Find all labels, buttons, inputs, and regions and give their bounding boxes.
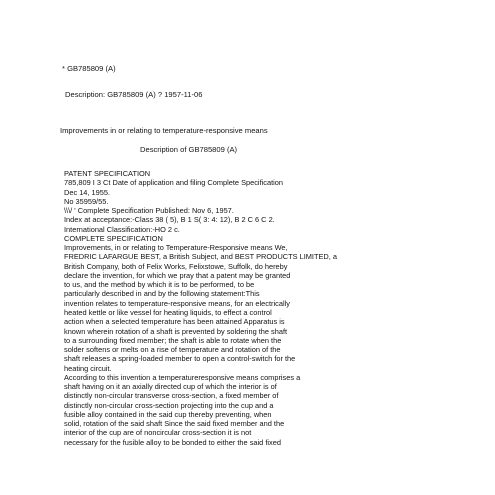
- text-line: COMPLETE SPECIFICATION: [64, 233, 163, 243]
- text-line: 785,809 I 3 Ct Date of application and filing Complete Specification: [64, 178, 283, 188]
- text-line: heating circuit.: [64, 363, 112, 373]
- text-line: declare the invention, for which we pray that a patent may be granted: [64, 270, 291, 280]
- text-line: heated kettle or like vessel for heating liquids, to effect a control: [64, 307, 272, 317]
- description-subheader: Description of GB785809 (A): [140, 145, 238, 154]
- text-line: Improvements, in or relating to Temperature-Responsive means We,: [64, 243, 288, 253]
- text-line: FREDRIC LAFARGUE BEST, a British Subject, and BEST PRODUCTS LIMITED, a: [64, 252, 337, 262]
- document-title: Improvements in or relating to temperature-responsive means: [60, 126, 268, 135]
- text-line: solder softens or melts on a rise of temperature and rotation of the: [64, 345, 281, 355]
- text-line: British Company, both of Felix Works, Felixstowe, Suffolk, do hereby: [64, 261, 288, 271]
- document-id: * GB785809 (A): [62, 64, 116, 73]
- description-header: Description: GB785809 (A) ? 1957-11-06: [65, 90, 203, 99]
- specification-body: [64, 169, 404, 447]
- text-line: shaft releases a spring-loaded member to open a control-switch for the: [64, 354, 296, 364]
- text-line: \\\/ ' Complete Specification Published: Nov 6, 1957.: [64, 206, 234, 216]
- text-line: action when a selected temperature has been attained Apparatus is: [64, 317, 285, 327]
- text-line: invention relates to temperature-responsive means, for an electrically: [64, 298, 290, 308]
- text-line: to us, and the method by which it is to be performed, to be: [64, 280, 255, 290]
- text-line: Index at acceptance:-Class 38 ( 5), B 1 S( 3: 4: 12), B 2 C 6 C 2.: [64, 215, 275, 225]
- text-line: fusible alloy contained in the said cup thereby preventing, when: [64, 409, 272, 419]
- text-line: No 35959/55.: [64, 196, 109, 206]
- text-line: International Classification:-HO 2 c.: [64, 224, 180, 234]
- text-line: interior of the cup are of noncircular cross-section it is not: [64, 428, 252, 438]
- text-line: particularly described in and by the following statement:This: [64, 289, 260, 299]
- text-line: According to this invention a temperatureresponsive means comprises a: [64, 372, 301, 382]
- text-line: solid, rotation of the said shaft Since the said fixed member and the: [64, 419, 285, 429]
- text-line: PATENT SPECIFICATION: [64, 169, 151, 178]
- text-line: to a surrounding fixed member; the shaft is able to rotate when the: [64, 335, 282, 345]
- text-line: necessary for the fusible alloy to be bonded to either the said fixed: [64, 437, 281, 447]
- text-line: known wherein rotation of a shaft is prevented by soldering the shaft: [64, 326, 288, 336]
- text-line: shaft having on it an axially directed cup of which the interior is of: [64, 382, 277, 392]
- text-line: distinctly non-circular cross-section projecting into the cup and a: [64, 400, 274, 410]
- text-line: distinctly non-circular transverse cross-section, a fixed member of: [64, 391, 279, 401]
- text-line: Dec 14, 1955.: [64, 187, 111, 197]
